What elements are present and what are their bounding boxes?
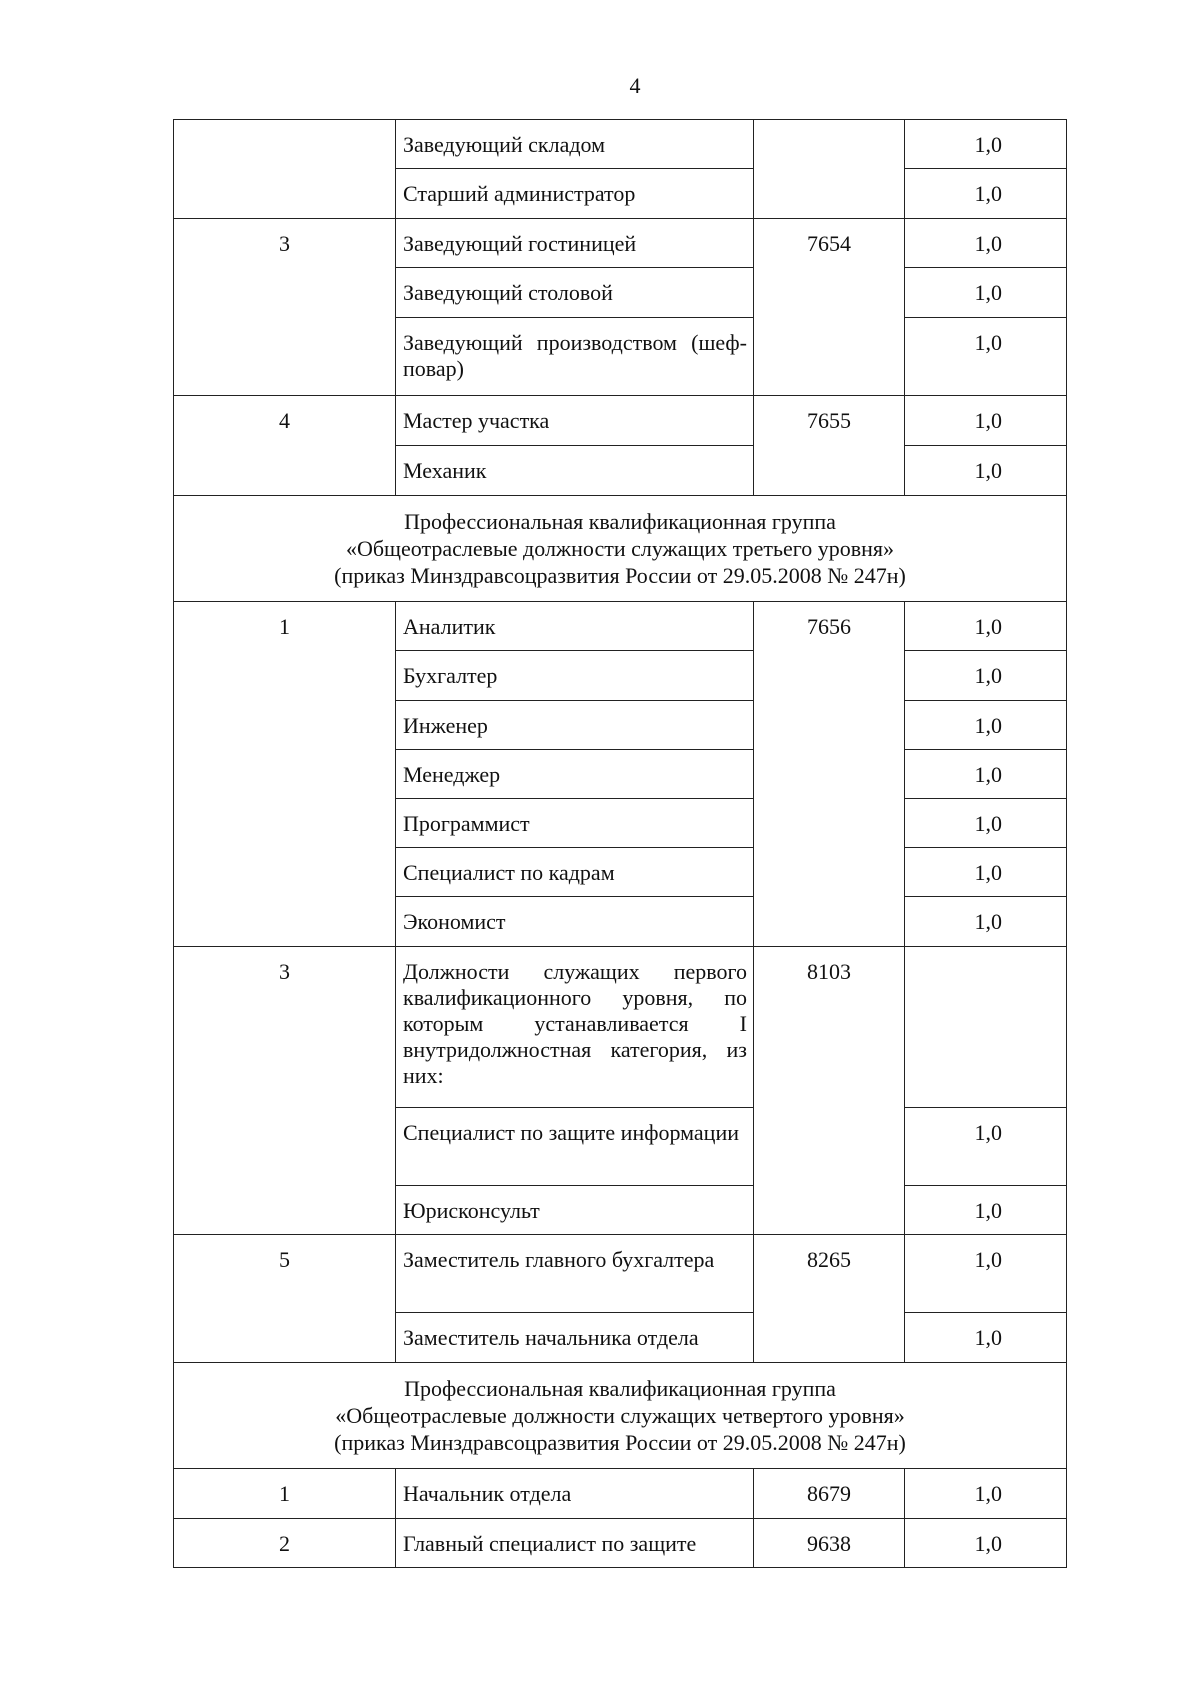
salary-code-cell: 7656 xyxy=(754,602,905,947)
staff-table-body xyxy=(174,120,1067,1568)
position-name-cell: Старший администратор xyxy=(396,169,754,219)
staff-table xyxy=(173,119,1067,1568)
position-name-cell: Программист xyxy=(396,799,754,848)
group-header-line: (приказ Минздравсоцразвития России от 29.05.2008 № 247н) xyxy=(334,563,906,588)
group-header-cell xyxy=(174,1363,1067,1469)
position-name-cell: Заместитель главного бухгалтера xyxy=(396,1235,754,1313)
position-name-cell: Инженер xyxy=(396,701,754,750)
position-name-cell: Мастер участка xyxy=(396,396,754,446)
staff-rate-cell xyxy=(905,947,1067,1108)
position-name-cell: Заведующий складом xyxy=(396,120,754,169)
staff-rate-cell: 1,0 xyxy=(905,651,1067,701)
position-name-cell: Заведующий гостиницей xyxy=(396,219,754,268)
position-name-cell: Менеджер xyxy=(396,750,754,799)
table-row xyxy=(174,1235,1067,1313)
staff-rate-cell: 1,0 xyxy=(905,897,1067,947)
position-name-cell: Бухгалтер xyxy=(396,651,754,701)
qualification-level-cell: 3 xyxy=(174,219,396,396)
position-name-cell: Специалист по защите информации xyxy=(396,1108,754,1186)
salary-code-cell xyxy=(754,120,905,219)
staff-rate-cell: 1,0 xyxy=(905,268,1067,318)
page-number: 4 xyxy=(629,73,641,98)
table-row xyxy=(174,947,1067,1108)
qualification-level-cell xyxy=(174,120,396,219)
qualification-level-cell: 1 xyxy=(174,1469,396,1519)
position-name-cell: Заведующий столовой xyxy=(396,268,754,318)
salary-code-cell: 7654 xyxy=(754,219,905,396)
staff-rate-cell: 1,0 xyxy=(905,219,1067,268)
group-header-line: Профессиональная квалификационная группа xyxy=(404,509,836,534)
group-header-row xyxy=(174,1363,1067,1469)
staff-rate-cell: 1,0 xyxy=(905,120,1067,169)
position-name-cell: Заведующий производством (шеф-повар) xyxy=(396,318,754,396)
table-row xyxy=(174,1519,1067,1568)
table-row xyxy=(174,219,1067,268)
salary-code-cell: 7655 xyxy=(754,396,905,496)
qualification-level-cell: 2 xyxy=(174,1519,396,1568)
group-header-line: Профессиональная квалификационная группа xyxy=(404,1376,836,1401)
position-name-cell: Начальник отдела xyxy=(396,1469,754,1519)
qualification-level-cell: 4 xyxy=(174,396,396,496)
position-name-cell: Механик xyxy=(396,446,754,496)
staff-rate-cell: 1,0 xyxy=(905,169,1067,219)
staff-rate-cell: 1,0 xyxy=(905,750,1067,799)
staff-rate-cell: 1,0 xyxy=(905,799,1067,848)
position-name-cell: Заместитель начальника отдела xyxy=(396,1313,754,1363)
position-name-cell: Должности служащих первого квалификационного уровня, по которым устанавливается I внутридолжностная категория, из них: xyxy=(396,947,754,1108)
table-row xyxy=(174,396,1067,446)
group-header-line: «Общеотраслевые должности служащих четвертого уровня» xyxy=(335,1403,905,1428)
salary-code-cell: 8679 xyxy=(754,1469,905,1519)
staff-rate-cell: 1,0 xyxy=(905,1108,1067,1186)
position-name-cell: Аналитик xyxy=(396,602,754,651)
staff-rate-cell: 1,0 xyxy=(905,396,1067,446)
staff-rate-cell: 1,0 xyxy=(905,848,1067,897)
staff-rate-cell: 1,0 xyxy=(905,701,1067,750)
salary-code-cell: 9638 xyxy=(754,1519,905,1568)
table-row xyxy=(174,1469,1067,1519)
staff-rate-cell: 1,0 xyxy=(905,318,1067,396)
salary-code-cell: 8265 xyxy=(754,1235,905,1363)
staff-rate-cell: 1,0 xyxy=(905,446,1067,496)
qualification-level-cell: 3 xyxy=(174,947,396,1235)
table-row xyxy=(174,602,1067,651)
group-header-cell xyxy=(174,496,1067,602)
staff-rate-cell: 1,0 xyxy=(905,602,1067,651)
staff-rate-cell: 1,0 xyxy=(905,1313,1067,1363)
staff-rate-cell: 1,0 xyxy=(905,1235,1067,1313)
staff-rate-cell: 1,0 xyxy=(905,1519,1067,1568)
position-name-cell: Главный специалист по защите xyxy=(396,1519,754,1568)
staff-rate-cell: 1,0 xyxy=(905,1186,1067,1235)
position-name-cell: Экономист xyxy=(396,897,754,947)
qualification-level-cell: 5 xyxy=(174,1235,396,1363)
salary-code-cell: 8103 xyxy=(754,947,905,1235)
group-header-line: (приказ Минздравсоцразвития России от 29.05.2008 № 247н) xyxy=(334,1430,906,1455)
staff-rate-cell: 1,0 xyxy=(905,1469,1067,1519)
group-header-line: «Общеотраслевые должности служащих третьего уровня» xyxy=(345,536,895,561)
position-name-cell: Юрисконсульт xyxy=(396,1186,754,1235)
table-row xyxy=(174,120,1067,169)
position-name-cell: Специалист по кадрам xyxy=(396,848,754,897)
qualification-level-cell: 1 xyxy=(174,602,396,947)
group-header-row xyxy=(174,496,1067,602)
